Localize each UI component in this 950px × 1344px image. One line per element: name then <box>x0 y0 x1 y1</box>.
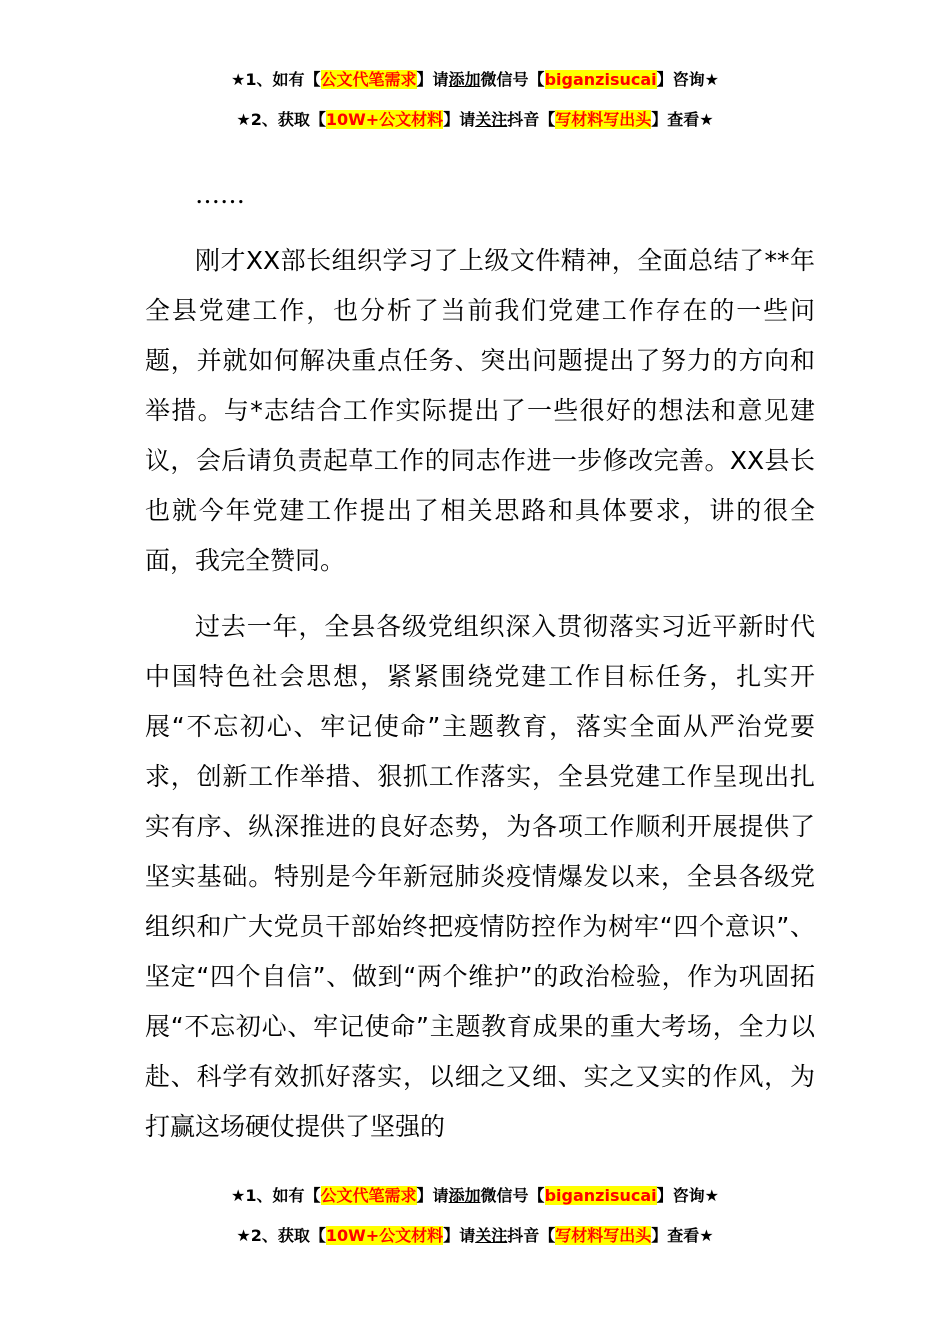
highlight-service: 公文代笔需求 <box>320 70 417 89</box>
banner-text: 】请 <box>416 1186 449 1205</box>
banner-text: ★1、如有【 <box>231 70 321 89</box>
banner-text: 】请 <box>443 1226 476 1245</box>
banner-text: 微信号【 <box>480 1186 545 1205</box>
underlined-text: 关注 <box>475 110 508 129</box>
banner-text: ★1、如有【 <box>231 1186 321 1205</box>
banner-line-1 <box>0 1176 950 1216</box>
underlined-text: 添加 <box>448 1186 481 1205</box>
banner-text: 】查看★ <box>651 110 714 129</box>
banner-text: 抖音【 <box>507 110 556 129</box>
highlight-wechat-id: biganzisucai <box>544 70 657 89</box>
highlight-service: 公文代笔需求 <box>320 1186 417 1205</box>
banner-line-1 <box>0 60 950 100</box>
paragraph-2: 过去一年，全县各级党组织深入贯彻落实习近平新时代中国特色社会思想，紧紧围绕党建工作目标任务，扎实开展“不忘初心、牢记使命”主题教育，落实全面从严治党要求，创新工作举措、狠抓工作落实，全县党建工作呈现出扎实有序、纵深推进的良好态势，为各项工作顺利开展提供了坚实基础。特别是今年新冠肺炎疫情爆发以来，全县各级党组织和广大党员干部始终把疫情防控作为树牢“四个意识”、坚定“四个自信”、做到“两个维护”的政治检验，作为巩固拓展“不忘初心、牢记使命”主题教育成果的重大考场，全力以赴、科学有效抓好落实，以细之又细、实之又实的作风，为打赢这场硬仗提供了坚强的 <box>145 612 815 1141</box>
top-banner <box>0 60 950 140</box>
paragraph-1: 刚才XX部长组织学习了上级文件精神，全面总结了**年全县党建工作，也分析了当前我们党建工作存在的一些问题，并就如何解决重点任务、突出问题提出了努力的方向和举措。与*志结合工作实际提出了一些很好的想法和意见建议，会后请负责起草工作的同志作进一步修改完善。XX县长也就今年党建工作提出了相关思路和具体要求，讲的很全面，我完全赞同。 <box>145 246 815 575</box>
banner-text: 】咨询★ <box>656 70 719 89</box>
banner-text: 】请 <box>416 70 449 89</box>
document-body <box>145 170 815 1152</box>
underlined-text: 关注 <box>475 1226 508 1245</box>
highlight-douyin-account: 写材料写出头 <box>555 1226 652 1245</box>
bottom-banner <box>0 1176 950 1256</box>
banner-text: 微信号【 <box>480 70 545 89</box>
ellipsis: …… <box>195 180 245 209</box>
banner-text: ★2、获取【 <box>236 110 326 129</box>
highlight-wechat-id: biganzisucai <box>544 1186 657 1205</box>
highlight-douyin-account: 写材料写出头 <box>555 110 652 129</box>
banner-text: ★2、获取【 <box>236 1226 326 1245</box>
highlight-materials: 10W+公文材料 <box>325 1226 444 1245</box>
banner-text: 】咨询★ <box>656 1186 719 1205</box>
highlight-materials: 10W+公文材料 <box>325 110 444 129</box>
banner-text: 抖音【 <box>507 1226 556 1245</box>
banner-text: 】请 <box>443 110 476 129</box>
banner-line-2 <box>0 100 950 140</box>
banner-line-2 <box>0 1216 950 1256</box>
banner-text: 】查看★ <box>651 1226 714 1245</box>
underlined-text: 添加 <box>448 70 481 89</box>
